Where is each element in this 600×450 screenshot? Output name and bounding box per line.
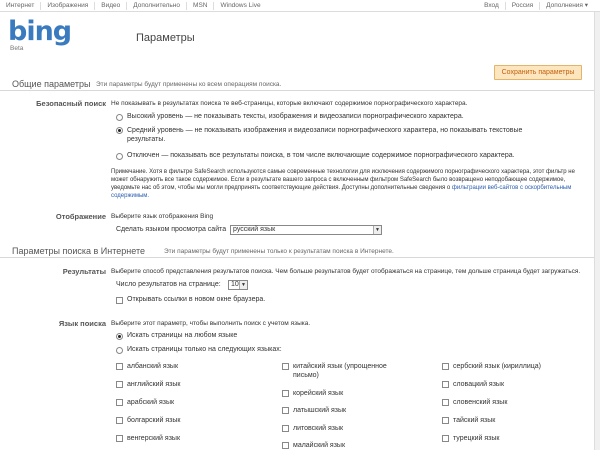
lang-item[interactable] (282, 424, 343, 433)
lang-name: корейский язык (293, 390, 344, 397)
sign-in-link[interactable]: Вход (484, 2, 499, 9)
lang-item[interactable] (282, 389, 343, 398)
lang-item[interactable] (282, 441, 345, 450)
lang-checkbox[interactable] (282, 363, 289, 370)
lang-item[interactable] (116, 398, 174, 407)
nav-link-msn[interactable]: MSN (186, 2, 213, 10)
lang-checkbox[interactable] (442, 435, 449, 442)
page-header (0, 12, 600, 58)
lang-name: албанский язык (127, 363, 179, 370)
web-search-settings-note: Эти параметры будут применены только к результатам поиска в Интернете. (164, 248, 394, 255)
general-settings-note: Эти параметры будут применены ко всем операциям поиска. (96, 81, 282, 88)
display-language-label: Сделать языком просмотра сайта (116, 226, 227, 233)
region-link[interactable]: Россия (505, 2, 539, 10)
nav-link-images[interactable]: Изображения (40, 2, 94, 10)
lang-name: сербский язык (кириллица) (453, 363, 542, 370)
selected-languages-label: Искать страницы только на следующих языках: (127, 346, 282, 353)
lang-checkbox[interactable] (116, 399, 123, 406)
safesearch-note-text: Примечание. Хотя в фильтре SafeSearch используются самые современные технологии для исключения содержимого порнографического характера, этот фильтр не может обнаружить все такое содержимое. Если в результате вашего запроса с включенным фильтром SafeSearch было возвращено неподобающее содержимое, уведомьте нас об этом, чтобы мы могли предпринять соответствующие действия. Доступны дополнительные сведения о (111, 169, 575, 191)
lang-checkbox[interactable] (282, 425, 289, 432)
lang-name: литовский язык (293, 425, 344, 432)
save-settings-button[interactable]: Сохранить параметры (494, 65, 582, 80)
nav-link-web[interactable]: Интернет (6, 2, 35, 9)
bing-logo[interactable] (8, 18, 84, 54)
lang-checkbox[interactable] (442, 363, 449, 370)
extras-menu[interactable]: Дополнения ▾ (539, 2, 594, 10)
lang-checkbox[interactable] (116, 435, 123, 442)
lang-name: английский язык (127, 381, 181, 388)
lang-item[interactable] (442, 434, 499, 443)
safe-search-label: Безопасный поиск (36, 99, 106, 108)
logo-wordmark: bing (8, 16, 72, 47)
display-desc: Выберите язык отображения Bing (111, 213, 214, 220)
page-title: Параметры (136, 32, 195, 44)
safe-search-option-moderate[interactable] (116, 126, 561, 144)
option-off-label: Отключен — показывать все результаты поиска, в том числе включающие содержимое порнографического характера. (127, 152, 515, 159)
search-language-label: Язык поиска (58, 319, 106, 328)
lang-item[interactable] (282, 362, 402, 380)
radio-any-language[interactable] (116, 333, 123, 340)
top-nav-links (6, 2, 267, 10)
lang-name: латышский язык (293, 407, 347, 414)
lang-name: малайский язык (293, 442, 346, 449)
lang-name: словацкий язык (453, 381, 505, 388)
search-selected-languages-option[interactable] (116, 346, 282, 354)
lang-checkbox[interactable] (442, 381, 449, 388)
top-navigation-bar (0, 0, 600, 12)
safe-search-desc: Не показывать в результатах поиска те веб-страницы, которые включают содержимое порнографического характера. (111, 100, 468, 107)
results-count-value: 10 (231, 281, 239, 288)
lang-checkbox[interactable] (116, 381, 123, 388)
lang-checkbox[interactable] (116, 417, 123, 424)
lang-checkbox[interactable] (116, 363, 123, 370)
web-search-settings-header (0, 244, 600, 258)
open-new-window-option[interactable] (116, 296, 265, 304)
lang-checkbox[interactable] (282, 442, 289, 449)
display-label: Отображение (55, 212, 106, 221)
safe-search-option-strict[interactable] (116, 113, 586, 121)
safesearch-note (111, 168, 581, 200)
lang-item[interactable] (442, 398, 507, 407)
results-count-select[interactable] (228, 280, 248, 290)
search-language-desc: Выберите этот параметр, чтобы выполнить поиск с учетом языка. (111, 320, 311, 327)
vertical-scrollbar[interactable] (594, 12, 600, 450)
radio-off[interactable] (116, 153, 123, 160)
lang-name: словенский язык (453, 399, 508, 406)
lang-item[interactable] (282, 406, 346, 415)
option-strict-label: Высокий уровень — не показывать тексты, изображения и видеозаписи порнографического характера. (127, 113, 464, 120)
results-label: Результаты (62, 267, 106, 276)
nav-link-more[interactable]: Дополнительно (126, 2, 186, 10)
chevron-down-icon: ▼ (239, 281, 247, 289)
lang-item[interactable] (116, 362, 178, 371)
display-language-select[interactable] (230, 225, 382, 235)
lang-checkbox[interactable] (282, 407, 289, 414)
lang-name: турецкий язык (453, 435, 500, 442)
logo-beta-label: Beta (10, 45, 24, 52)
open-new-window-checkbox[interactable] (116, 297, 123, 304)
radio-selected-languages[interactable] (116, 347, 123, 354)
open-new-window-label: Открывать ссылки в новом окне браузера. (127, 296, 266, 303)
top-right-links (478, 2, 594, 10)
lang-checkbox[interactable] (442, 399, 449, 406)
lang-item[interactable] (116, 434, 180, 443)
lang-name: китайский язык (упрощенное письмо) (293, 363, 387, 379)
lang-checkbox[interactable] (282, 390, 289, 397)
lang-name: венгерский язык (127, 435, 181, 442)
search-any-language-option[interactable] (116, 332, 237, 340)
lang-name: болгарский язык (127, 417, 181, 424)
results-count-label: Число результатов на странице: (116, 281, 221, 288)
any-language-label: Искать страницы на любом языке (127, 332, 238, 339)
safe-search-option-off[interactable] (116, 152, 586, 160)
lang-item[interactable] (442, 362, 541, 371)
radio-strict[interactable] (116, 114, 123, 121)
general-settings-title: Общие параметры (12, 79, 91, 89)
chevron-down-icon: ▼ (373, 226, 381, 234)
lang-checkbox[interactable] (442, 417, 449, 424)
nav-link-video[interactable]: Видео (94, 2, 126, 10)
lang-item[interactable] (442, 416, 495, 425)
lang-item[interactable] (116, 380, 180, 389)
results-desc: Выберите способ представления результатов поиска. Чем больше результатов будет отображаться на странице, тем дольше страница будет загружаться. (111, 268, 581, 275)
lang-name: тайский язык (453, 417, 496, 424)
nav-link-windows-live[interactable]: Windows Live (213, 2, 266, 10)
lang-name: арабский язык (127, 399, 175, 406)
lang-item[interactable] (442, 380, 504, 389)
web-search-settings-title: Параметры поиска в Интернете (12, 246, 145, 256)
display-language-value: русский язык (233, 226, 276, 233)
lang-item[interactable] (116, 416, 180, 425)
safesearch-note-link[interactable]: фильтрации веб-сайтов с оскорбительным содержимым. (111, 185, 572, 199)
radio-moderate[interactable] (116, 127, 123, 134)
option-moderate-label: Средний уровень — не показывать изображения и видеозаписи порнографического характера, но показывать текстовые результаты. (127, 127, 523, 143)
